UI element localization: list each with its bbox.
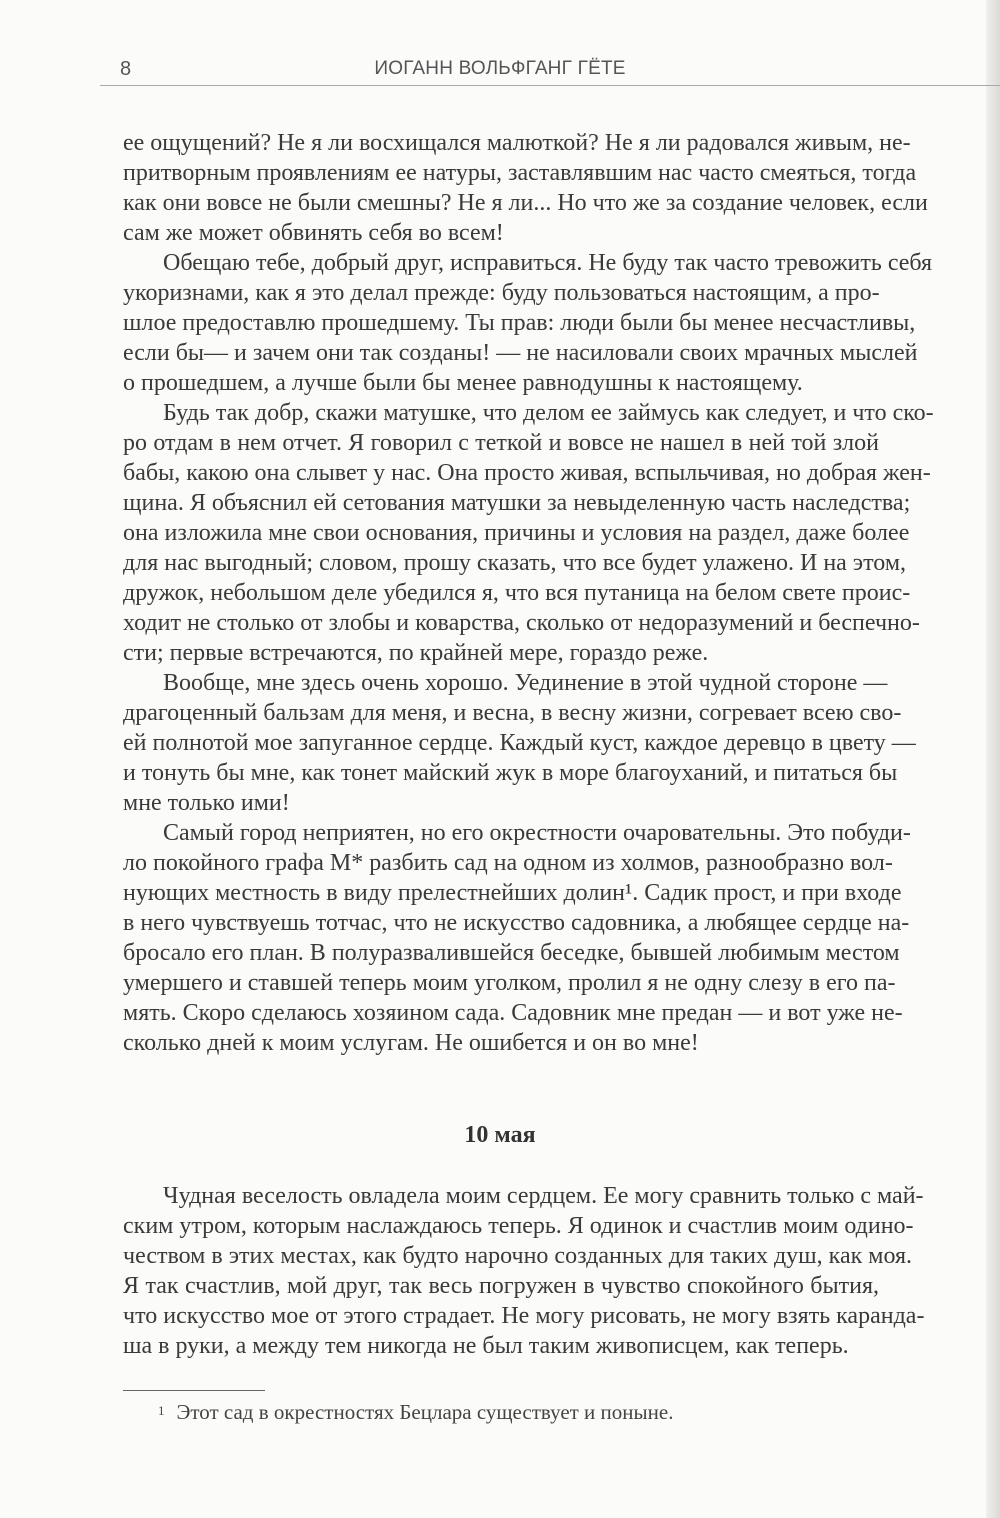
paragraph xyxy=(123,818,911,1058)
footnote-text: Этот сад в окрестностях Бецлара существует и поныне. xyxy=(176,1400,674,1424)
text-line: Самый город неприятен, но его окрестности очаровательны. Это побуди- xyxy=(163,820,911,846)
running-title: ИОГАНН ВОЛЬФГАНГ ГЁТЕ xyxy=(374,58,626,79)
paragraph xyxy=(123,248,933,398)
footnote-rule xyxy=(123,1390,265,1391)
footnote xyxy=(158,1398,673,1426)
text-line: щина. Я объяснил ей сетования матушки за невыделенную часть наследства; xyxy=(123,490,911,516)
text-line: мне только ими! xyxy=(123,790,290,816)
text-line: о прошедшем, а лучше были бы менее равнодушны к настоящему. xyxy=(123,370,803,396)
text-line: дружок, небольшом деле убедился я, что вся путаница на белом свете проис- xyxy=(123,580,911,606)
text-line: в него чувствуешь тотчас, что не искусство садовника, а любящее сердце на- xyxy=(123,910,910,936)
text-line: Чудная веселость овладела моим сердцем. Ее могу сравнить только с май- xyxy=(163,1183,924,1209)
text-line: Я так счастлив, мой друг, так весь погружен в чувство спокойного бытия, xyxy=(123,1273,879,1299)
page-number: 8 xyxy=(120,58,132,80)
text-line: сам же может обвинять себя во всем! xyxy=(123,220,504,246)
text-line: Обещаю тебе, добрый друг, исправиться. Не буду так часто тревожить себя xyxy=(163,250,933,276)
text-line: шлое предоставлю прошедшему. Ты прав: люди были бы менее несчастливы, xyxy=(123,310,916,336)
footnote-mark: 1 xyxy=(158,1403,165,1418)
text-line: ей полнотой мое запуганное сердце. Каждый куст, каждое деревцо в цвету — xyxy=(123,730,916,756)
text-line: сти; первые встречаются, по крайней мере, гораздо реже. xyxy=(123,640,709,666)
text-line: драгоценный бальзам для меня, и весна, в весну жизни, согревает всею сво- xyxy=(123,700,902,726)
paragraph xyxy=(123,128,928,248)
text-line: бросало его план. В полуразвалившейся беседке, бывшей любимым местом xyxy=(123,940,900,966)
paragraph xyxy=(123,668,916,818)
text-line: Будь так добр, скажи матушке, что делом ее займусь как следует, и что ско- xyxy=(163,400,934,426)
text-line: чеством в этих местах, как будто нарочно созданных для таких душ, как моя. xyxy=(123,1243,913,1269)
body-text-after xyxy=(123,1181,925,1361)
paragraph xyxy=(123,1181,925,1361)
text-line: что искусство мое от этого страдает. Не могу рисовать, не могу взять каранда- xyxy=(123,1303,925,1329)
text-line: бабы, какою она слывет у нас. Она просто живая, вспыльчивая, но добрая жен- xyxy=(123,460,931,486)
text-line: сколько дней к моим услугам. Не ошибется и он во мне! xyxy=(123,1030,699,1056)
text-line: как они вовсе не были смешны? Не я ли... Но что же за создание человек, если xyxy=(123,190,928,216)
text-line: ша в руки, а между тем никогда не был таким живописцем, как теперь. xyxy=(123,1333,849,1359)
header-rule xyxy=(100,85,1000,86)
text-line: ро отдам в нем отчет. Я говорил с теткой и вовсе не нашел в ней той злой xyxy=(123,430,879,456)
body-text-before xyxy=(123,128,934,1058)
section-heading: 10 мая xyxy=(464,1122,536,1148)
text-line: если бы— и зачем они так созданы! — не насиловали своих мрачных мыслей xyxy=(123,340,918,366)
text-line: умершего и ставшей теперь моим уголком, пролил я не одну слезу в его па- xyxy=(123,970,896,996)
paragraph xyxy=(123,398,934,668)
text-line: ходит не столько от злобы и коварства, сколько от недоразумений и беспечно- xyxy=(123,610,920,636)
text-line: нующих местность в виду прелестнейших долин¹. Садик прост, и при входе xyxy=(123,880,902,906)
text-line: ским утром, которым наслаждаюсь теперь. Я одинок и счастлив моим одино- xyxy=(123,1213,914,1239)
text-line: укоризнами, как я это делал прежде: буду пользоваться настоящим, а про- xyxy=(123,280,880,306)
page-edge xyxy=(986,0,1000,1518)
text-line: Вообще, мне здесь очень хорошо. Уединение в этой чудной стороне — xyxy=(163,670,888,696)
text-line: ее ощущений? Не я ли восхищался малюткой? Не я ли радовался живым, не- xyxy=(123,130,911,156)
text-line: для нас выгодный; словом, прошу сказать, что все будет улажено. И на этом, xyxy=(123,550,907,576)
text-line: ло покойного графа М* разбить сад на одном из холмов, разнообразно вол- xyxy=(123,850,893,876)
text-line: она изложила мне свои основания, причины и условия на раздел, даже более xyxy=(123,520,910,546)
text-line: мять. Скоро сделаюсь хозяином сада. Садовник мне предан — и вот уже не- xyxy=(123,1000,903,1026)
text-line: и тонуть бы мне, как тонет майский жук в море благоуханий, и питаться бы xyxy=(123,760,898,786)
text-line: притворным проявлениям ее натуры, заставлявшим нас часто смеяться, тогда xyxy=(123,160,917,186)
